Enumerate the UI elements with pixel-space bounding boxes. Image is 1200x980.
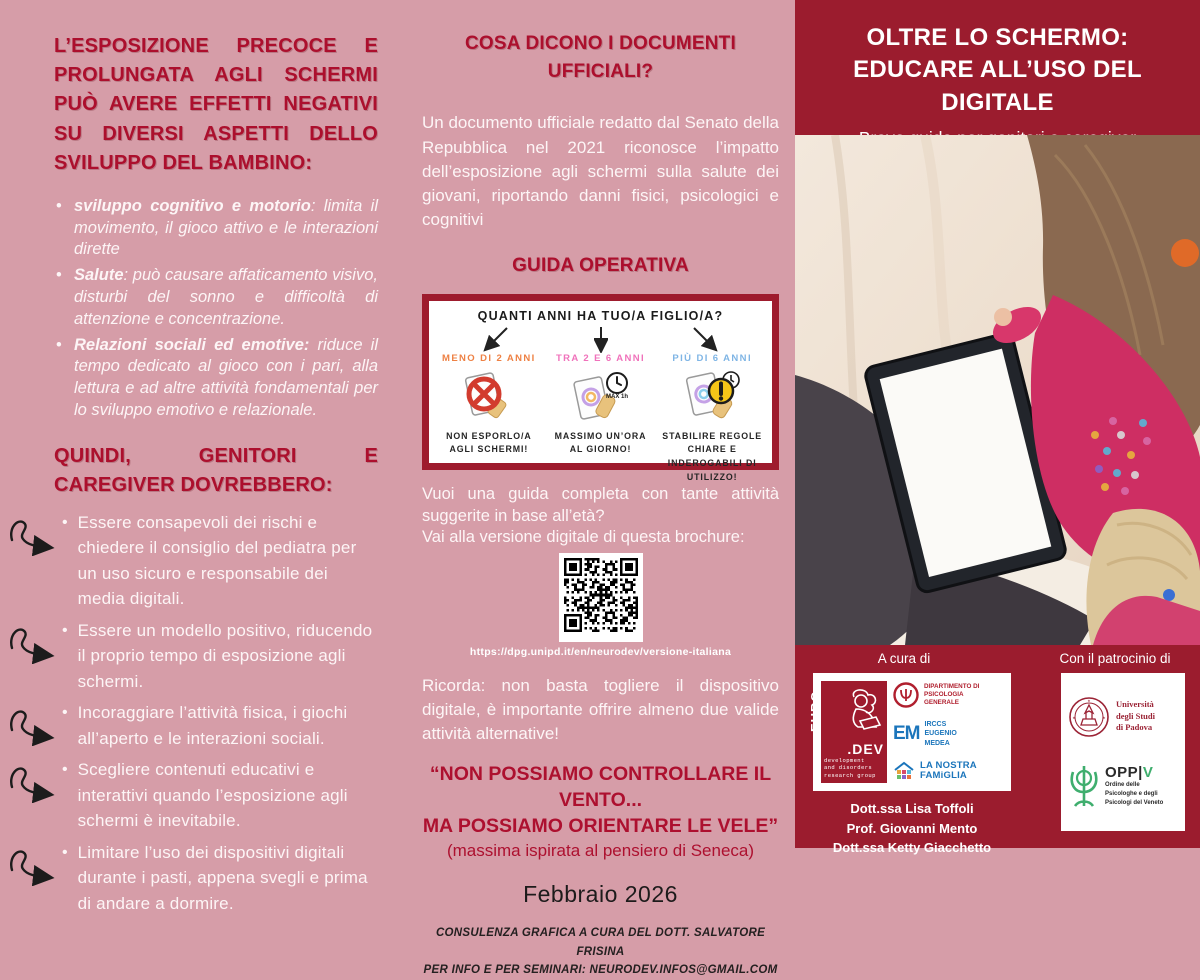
cover-footer <box>795 645 1200 855</box>
neurodev-logo: nEURO .DEV development and disorders research group <box>821 681 887 783</box>
arrow-down-right-icon <box>690 325 720 353</box>
left-heading: L’ESPOSIZIONE PRECOCE E PROLUNGATA AGLI SCHERMI PUÒ AVERE EFFETTI NEGATIVI SU DIVERSI ASPETTI DELLO SVILUPPO DEL BAMBINO: <box>54 35 378 174</box>
children-tablet-photo <box>795 135 1200 645</box>
author-name: Prof. Giovanni Mento <box>846 820 978 836</box>
dpg-logo: DIPARTIMENTO DI PSICOLOGIA GENERALE <box>893 682 1003 708</box>
credits: CONSULENZA GRAFICA A CURA DEL DOTT. SALVATORE FRISINA PER INFO E PER SEMINARI: NEURODEV.INFOS@GMAIL.COM <box>423 927 778 977</box>
age-guide-title: QUANTI ANNI HA TUO/A FIGLIO/A? <box>477 308 724 323</box>
tablet-clock-icon <box>565 367 637 423</box>
neurodev-figure-icon <box>842 687 882 733</box>
age-label-2to6: TRA 2 E 6 ANNI <box>555 352 646 364</box>
squiggle-arrow-icon <box>8 624 58 664</box>
cover-panel <box>795 0 1200 855</box>
guide-heading: GUIDA OPERATIVA <box>512 255 689 277</box>
advice-item: • Limitare l’uso dei dispositivi digitali durante i pasti, appena svegli e prima di andare a dormire. <box>54 840 378 917</box>
oppiv-logo: OPP|V Ordine delle Psicologhe e degli Psicologi del Veneto <box>1067 762 1179 810</box>
qr-code <box>559 553 643 642</box>
quote: “NON POSSIAMO CONTROLLARE IL VENTO... MA POSSIAMO ORIENTARE LE VELE” <box>422 762 779 838</box>
qr-section <box>422 484 779 658</box>
risk-item: • sviluppo cognitivo e motorio: limita il movimento, il gioco attivo e le interazioni dirette <box>54 196 378 261</box>
reminder-paragraph: Ricorda: non basta togliere il dispositivo digitale, è importante offrire almeno due valide attività alternative! <box>422 676 779 744</box>
advice-item: • Incoraggiare l’attività fisica, i giochi all’aperto e le interazioni sociali. <box>54 700 378 751</box>
cover-header <box>795 0 1200 135</box>
dpg-psi-icon <box>893 682 919 708</box>
advice-list <box>54 510 378 917</box>
author-name: Dott.ssa Lisa Toffoli <box>850 801 974 816</box>
risk-item: • Salute: può causare affaticamento visivo, disturbi del sonno e difficoltà di attenzione e concentrazione. <box>54 265 378 330</box>
curated-logos-box <box>808 673 1011 791</box>
age-col-under2: MENO DI 2 ANNI NON ESPORLO/A AGLI SCHERMI! <box>433 353 545 485</box>
svg-text:★: ★ <box>1072 715 1076 720</box>
age-col-2to6: TRA 2 E 6 ANNI MAX 1h MASSIMO UN’ORA AL GIORNO! <box>545 353 657 485</box>
risks-list <box>54 196 378 422</box>
advice-item: • Scegliere contenuti educativi e interattivi quando l’esposizione agli schermi è inevitabile. <box>54 757 378 834</box>
svg-text:★: ★ <box>1087 698 1091 703</box>
advice-item: • Essere consapevoli dei rischi e chiedere il consiglio del pediatra per un uso sicuro e responsabile dei media digitali. <box>54 510 378 612</box>
squiggle-arrow-icon <box>8 763 58 803</box>
tablet-warning-icon <box>676 367 748 423</box>
advice-item: • Essere un modello positivo, riducendo il proprio tempo di esposizione agli schermi. <box>54 618 378 695</box>
squiggle-arrow-icon <box>8 706 58 746</box>
middle-panel <box>400 0 795 977</box>
quote-attribution: (massima ispirata al pensiero di Seneca) <box>446 841 755 861</box>
cover-photo <box>795 135 1200 645</box>
documents-paragraph: Un documento ufficiale redatto dal Senato della Repubblica nel 2021 riconosce l’impatto dell’esposizione agli schermi sulla salute dei giovani, riportando danni fisici, psicologici e cognitivi <box>422 113 779 229</box>
curated-by-label: A cura di <box>877 651 931 666</box>
left-heading-2: QUINDI, GENITORI E CAREGIVER DOVREBBERO: <box>54 444 378 496</box>
oppiv-psi-icon <box>1067 762 1101 810</box>
famiglia-logo: LA NOSTRA FAMiGLIA <box>893 760 1003 782</box>
max-1h-label: MAX 1h <box>605 393 628 400</box>
squiggle-arrow-icon <box>8 516 58 556</box>
arrow-down-left-icon <box>481 325 511 353</box>
age-label-under2: MENO DI 2 ANNI <box>442 352 536 364</box>
unipd-seal-icon <box>1067 695 1111 739</box>
tablet-prohibited-icon <box>453 367 525 423</box>
author-name: Dott.ssa Ketty Giacchetto <box>832 840 992 855</box>
unipd-logo: ★ ★ ★ Università degli Studi di Padova <box>1067 695 1179 739</box>
left-panel <box>0 0 400 913</box>
svg-text:★: ★ <box>1102 715 1106 720</box>
qr-intro-1: Vuoi una guida completa con tante attività suggerite in base all’età? <box>422 484 779 525</box>
cover-title: OLTRE LO SCHERMO: EDUCARE ALL’USO DEL DIGITALE <box>853 24 1142 116</box>
documents-heading: COSA DICONO I DOCUMENTI UFFICIALI? <box>465 33 736 82</box>
qr-url: https://dpg.unipd.it/en/neurodev/versione-italiana <box>469 646 732 659</box>
age-guide-arrows <box>433 323 768 353</box>
age-col-over6: PIÙ DI 6 ANNI STABILIRE REGOLE CHIARE E INDEROGABILI DI UTILIZZO! <box>656 353 768 485</box>
patronage-label: Con il patrocinio di <box>1059 651 1171 666</box>
medea-logo: EM IRCCS EUGENIO MEDEA <box>893 721 957 747</box>
authors <box>799 799 1025 858</box>
qr-intro-2: Vai alla versione digitale di questa brochure: <box>422 528 745 547</box>
squiggle-arrow-icon <box>8 846 58 886</box>
risk-item: • Relazioni sociali ed emotive: riduce il tempo dedicato al gioco con i pari, alla lettura e ad altre attività fondamentali per lo sviluppo emotivo e relazionale. <box>54 335 378 422</box>
date: Febbraio 2026 <box>523 881 678 908</box>
arrow-down-icon <box>594 325 608 353</box>
age-guide-card <box>422 294 779 482</box>
patronage-logos-box <box>1061 673 1185 831</box>
famiglia-house-icon <box>893 760 915 782</box>
age-label-over6: PIÙ DI 6 ANNI <box>672 352 752 364</box>
